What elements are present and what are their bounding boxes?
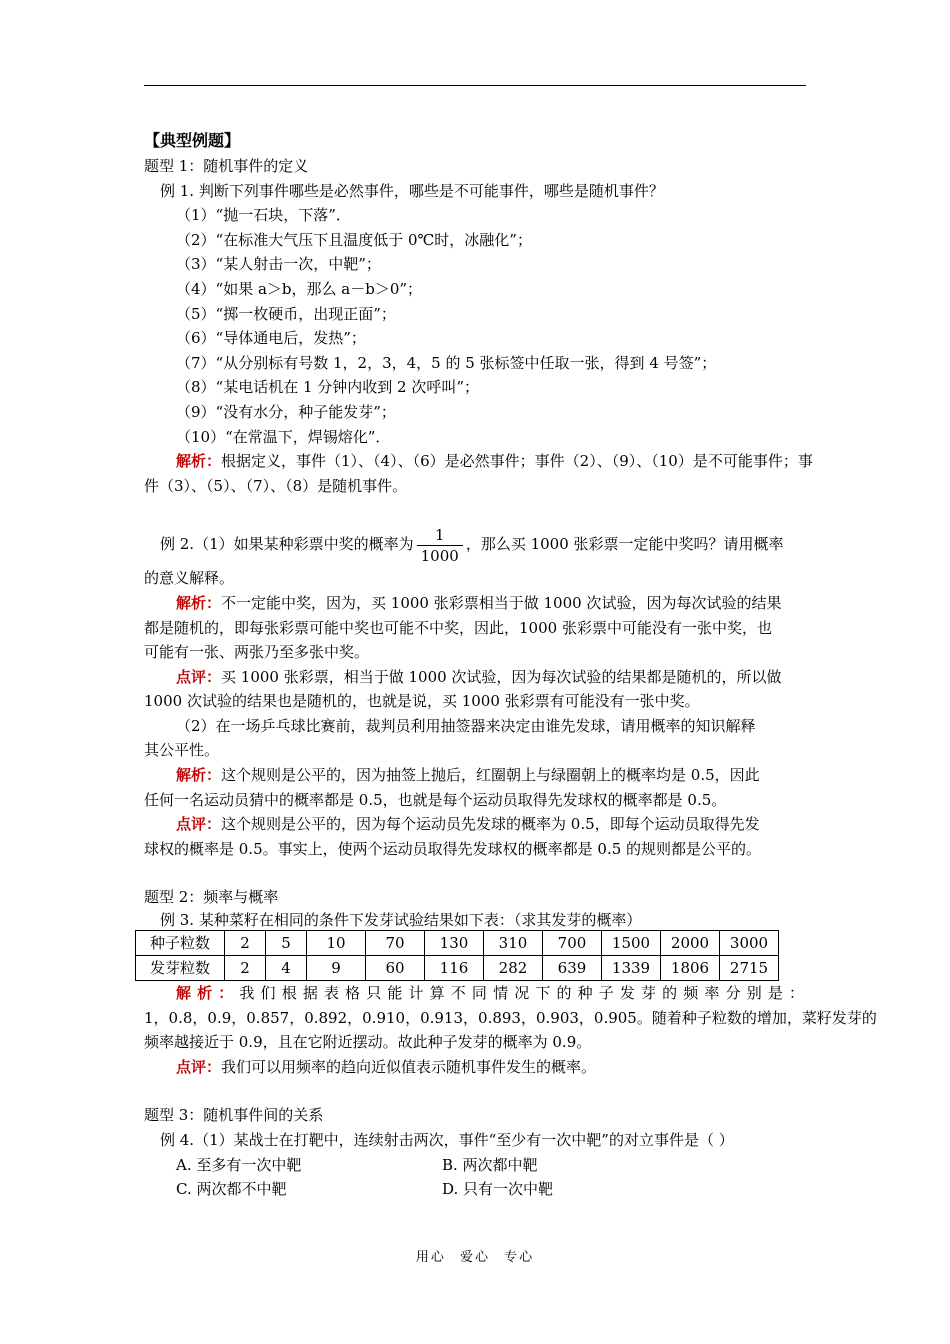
ex2-comment2: 点评：这个规则是公平的，因为每个运动员先发球的概率为 0.5，即每个运动员取得先发 [176, 815, 760, 834]
table-cell: 1500 [602, 931, 661, 956]
table-header-cell: 种子粒数 [136, 931, 225, 956]
ex2-question2: （2）在一场乒乓球比赛前，裁判员利用抽签器来决定由谁先发球，请用概率的知识解释 [176, 716, 756, 735]
comment-label: 点评： [176, 815, 222, 834]
ex2-analysis2: 解析：这个规则是公平的，因为抽签上抛后，红圈朝上与绿圈朝上的概率均是 0.5，因此 [176, 766, 760, 785]
option-a: A. 至多有一次中靶 [176, 1155, 302, 1174]
ex2-analysis1-cont: 可能有一张、两张乃至多张中奖。 [144, 643, 370, 662]
ex2-comment1-cont: 1000 次试验的结果也是随机的，也就是说，买 1000 张彩票有可能没有一张中奖。 [144, 692, 700, 711]
ex1-item: （6）“导体通电后，发热”； [176, 329, 366, 348]
seed-table [135, 930, 779, 981]
ex1-prompt: 例 1. 判断下列事件哪些是必然事件，哪些是不可能事件，哪些是随机事件？ [160, 181, 664, 200]
table-cell: 282 [484, 956, 543, 981]
table-cell: 2000 [661, 931, 720, 956]
ex3-analysis-cont: 1，0.8，0.9，0.857，0.892，0.910，0.913，0.893，0.903，0.905。随着种子粒数的增加，菜籽发芽的 [144, 1008, 877, 1027]
table-cell: 5 [266, 931, 307, 956]
table-cell: 310 [484, 931, 543, 956]
table-cell: 4 [266, 956, 307, 981]
table-cell: 10 [307, 931, 366, 956]
ex3-prompt: 例 3. 某种菜籽在相同的条件下发芽试验结果如下表：（求其发芽的概率） [160, 911, 642, 930]
table-header-cell: 发芽粒数 [136, 956, 225, 981]
ex2-comment2-cont: 球权的概率是 0.5。事实上，使两个运动员取得先发球权的概率都是 0.5 的规则都是公平的。 [144, 839, 762, 858]
ex2-question1-cont: 的意义解释。 [144, 569, 235, 588]
type3-title: 题型 3：随机事件间的关系 [144, 1106, 324, 1125]
header-rule [144, 85, 806, 86]
table-cell: 60 [366, 956, 425, 981]
ex2-question1: 例 2.（1）如果某种彩票中奖的概率为 $\frac{1}{1000}$ ，那么买 1000 张彩票一定能中奖吗？请用概率 [160, 525, 784, 565]
ex2-analysis1: 解析：不一定能中奖，因为，买 1000 张彩票相当于做 1000 次试验，因为每次试验的结果 [176, 593, 782, 612]
ex3-comment: 点评：我们可以用频率的趋向近似值表示随机事件发生的概率。 [176, 1057, 597, 1076]
ex2-comment1: 点评：买 1000 张彩票，相当于做 1000 次试验，因为每次试验的结果都是随机的，所以做 [176, 667, 782, 686]
ex1-analysis: 解析：根据定义，事件（1）、（4）、（6）是必然事件；事件（2）、（9）、（10）是不可能事件；事 [176, 452, 813, 471]
option-d: D. 只有一次中靶 [442, 1180, 554, 1199]
type1-title: 题型 1：随机事件的定义 [144, 157, 309, 175]
document-body [144, 128, 877, 1202]
section-heading: 【典型例题】 [144, 131, 241, 150]
option-b: B. 两次都中靶 [442, 1155, 538, 1174]
ex1-item: （3）“某人射击一次，中靶”； [176, 255, 381, 274]
ex1-item: （8）“某电话机在 1 分钟内收到 2 次呼叫”； [176, 378, 480, 397]
ex4-options-row [144, 1153, 808, 1178]
ex1-item: （4）“如果 a＞b，那么 a－b＞0”； [176, 279, 423, 298]
table-cell: 130 [425, 931, 484, 956]
ex1-item: （1）“抛一石块，下落”． [176, 206, 351, 225]
comment-label: 点评： [176, 1057, 222, 1076]
ex2-analysis2-cont: 任何一名运动员猜中的概率都是 0.5，也就是每个运动员取得先发球权的概率都是 0.5。 [144, 790, 727, 809]
ex2-analysis1-cont: 都是随机的，即每张彩票可能中奖也可能不中奖，因此，1000 张彩票中可能没有一张中奖，也 [144, 618, 772, 637]
ex4-prompt: 例 4.（1）某战士在打靶中，连续射击两次，事件“至少有一次中靶”的对立事件是（ ） [160, 1131, 734, 1149]
ex1-item: （10）“在常温下，焊锡熔化”． [176, 427, 391, 446]
table-cell: 3000 [720, 931, 779, 956]
ex1-item: （7）“从分别标有号数 1，2，3，4，5 的 5 张标签中任取一张，得到 4 号签”； [176, 353, 717, 372]
ex1-item: （5）“掷一枚硬币，出现正面”； [176, 304, 396, 323]
type2-title: 题型 2：频率与概率 [144, 888, 279, 907]
ex4-options-row [144, 1177, 808, 1202]
table-cell: 70 [366, 931, 425, 956]
comment-label: 点评： [176, 667, 222, 686]
table-cell: 700 [543, 931, 602, 956]
table-row [136, 956, 779, 981]
ex1-item: （9）“没有水分，种子能发芽”； [176, 402, 396, 421]
ex3-analysis-cont: 频率越接近于 0.9，且在它附近摆动。故此种子发芽的概率为 0.9。 [144, 1033, 592, 1052]
page-footer: 用心 爱心 专心 [415, 1250, 535, 1265]
ex1-item: （2）“在标准大气压下且温度低于 0℃时，冰融化”； [176, 230, 532, 249]
fraction: $\frac{1}{1000}$ [417, 525, 463, 566]
table-cell: 116 [425, 956, 484, 981]
analysis-label: 解析： [176, 766, 222, 785]
table-cell: 2 [225, 956, 266, 981]
ex2-question2-cont: 其公平性。 [144, 741, 220, 760]
table-cell: 639 [543, 956, 602, 981]
table-cell: 9 [307, 956, 366, 981]
table-cell: 1339 [602, 956, 661, 981]
ex3-analysis: 解析：我们根据表格只能计算不同情况下的种子发芽的频率分别是： [176, 984, 808, 1003]
option-c: C. 两次都不中靶 [176, 1180, 287, 1199]
table-row [136, 931, 779, 956]
table-cell: 1806 [661, 956, 720, 981]
analysis-label: 解析： [176, 984, 240, 1003]
ex1-analysis-cont: 件（3）、（5）、（7）、（8）是随机事件。 [144, 476, 408, 495]
analysis-label: 解析： [176, 593, 222, 612]
table-cell: 2 [225, 931, 266, 956]
table-cell: 2715 [720, 956, 779, 981]
analysis-label: 解析： [176, 452, 222, 471]
